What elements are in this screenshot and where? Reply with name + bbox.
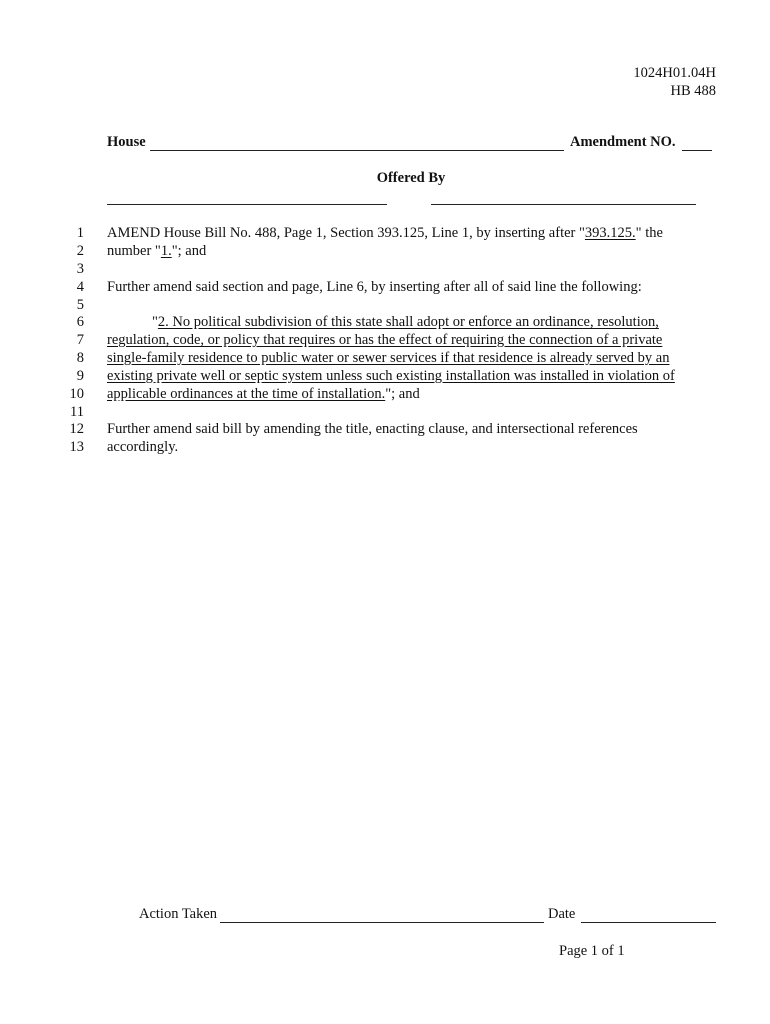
document-code: 1024H01.04H	[633, 65, 716, 81]
action-taken-label: Action Taken	[139, 906, 218, 922]
amendment-line	[107, 386, 420, 403]
underlined-insert: applicable ordinances at the time of installation.	[107, 386, 386, 402]
underlined-insert: 393.125.	[584, 225, 636, 241]
chamber-label: House	[107, 134, 146, 150]
document-header	[633, 64, 716, 100]
amendment-line: accordingly.	[107, 439, 179, 455]
amendment-line	[107, 225, 663, 242]
date-label: Date	[548, 906, 576, 922]
action-taken-line	[220, 922, 544, 923]
sponsor-line-left	[107, 204, 387, 205]
underlined-insert: 2. No political subdivision of this state shall adopt or enforce an ordinance, resolution,	[157, 314, 659, 330]
line-text: number "	[107, 243, 161, 259]
line-text: AMEND House Bill No. 488, Page 1, Section 393.125, Line 1, by inserting after "	[107, 225, 585, 241]
line-text-after: "; and	[385, 386, 420, 402]
offered-by-label: Offered By	[376, 170, 446, 186]
line-number: 5	[76, 297, 84, 313]
page-number: Page 1 of 1	[559, 943, 625, 959]
line-text: "	[152, 314, 158, 330]
line-number: 9	[76, 368, 84, 384]
amendment-number-blank	[682, 150, 712, 151]
line-number: 10	[69, 386, 84, 402]
line-number: 6	[76, 314, 84, 330]
amendment-number-label: Amendment NO.	[570, 134, 676, 150]
amendment-line: Further amend said section and page, Line 6, by inserting after all of said line the following:	[107, 279, 642, 295]
sponsor-line-right	[431, 204, 696, 205]
line-number: 2	[76, 243, 84, 259]
line-number: 12	[69, 421, 84, 437]
date-line	[581, 922, 716, 923]
amendment-line: Further amend said bill by amending the title, enacting clause, and intersectional references	[107, 421, 638, 437]
underlined-insert: regulation, code, or policy that requires or has the effect of requiring the connection of a private	[107, 332, 663, 348]
amendment-line	[152, 314, 659, 331]
line-number: 8	[76, 350, 84, 366]
line-text-after: "; and	[171, 243, 207, 259]
line-number: 11	[70, 404, 84, 420]
line-number: 4	[76, 279, 84, 295]
line-number: 1	[76, 225, 84, 241]
underlined-insert: single-family residence to public water or sewer services if that residence is already served by an	[107, 350, 670, 366]
amendment-line	[107, 243, 206, 260]
chamber-blank-line	[150, 150, 564, 151]
line-number: 7	[76, 332, 84, 348]
underlined-insert: 1.	[160, 243, 172, 259]
bill-number: HB 488	[670, 83, 716, 99]
underlined-insert: existing private well or septic system unless such existing installation was installed in violation of	[107, 368, 675, 384]
line-text-after: " the	[635, 225, 663, 241]
line-number: 3	[76, 261, 84, 277]
line-number: 13	[69, 439, 84, 455]
